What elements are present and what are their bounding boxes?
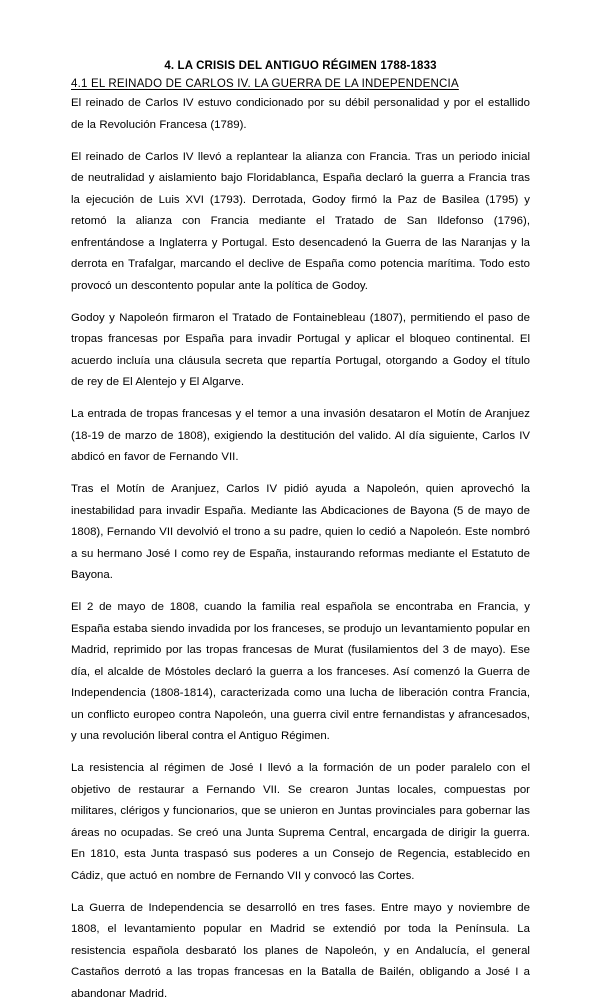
paragraph: La Guerra de Independencia se desarrolló en tres fases. Entre mayo y noviembre de 1808, el levantamiento popular en Madrid se extendió por toda la Península. La resistencia española desbarató los planes de Napoleón, y en Andalucía, el general Castaños derrotó a las tropas francesas en la Batalla de Bailén, obligando a José I a abandonar Madrid. bbox=[71, 898, 530, 1005]
document-title: 4. LA CRISIS DEL ANTIGUO RÉGIMEN 1788-1833 bbox=[71, 58, 530, 74]
paragraph: La entrada de tropas francesas y el temor a una invasión desataron el Motín de Aranjuez (18-19 de marzo de 1808), exigiendo la destitución del valido. Al día siguiente, Carlos IV abdicó en favor de Fernando VII. bbox=[71, 404, 530, 469]
document-subtitle-text: 4.1 EL REINADO DE CARLOS IV. LA GUERRA DE LA INDEPENDENCIA bbox=[71, 78, 459, 90]
paragraph: Tras el Motín de Aranjuez, Carlos IV pidió ayuda a Napoleón, quien aprovechó la inestabilidad para invadir España. Mediante las Abdicaciones de Bayona (5 de mayo de 1808), Fernando VII devolvió el trono a su padre, quien lo cedió a Napoleón. Este nombró a su hermano José I como rey de España, instaurando reformas mediante el Estatuto de Bayona. bbox=[71, 479, 530, 587]
paragraph: La resistencia al régimen de José I llevó a la formación de un poder paralelo con el objetivo de restaurar a Fernando VII. Se crearon Juntas locales, compuestas por militares, clérigos y funcionarios, que se unieron en Juntas provinciales para gobernar las áreas no ocupadas. Se creó una Junta Suprema Central, encargada de dirigir la guerra. En 1810, esta Junta traspasó sus poderes a un Consejo de Regencia, establecido en Cádiz, que actuó en nombre de Fernando VII y convocó las Cortes. bbox=[71, 758, 530, 887]
paragraph: El reinado de Carlos IV llevó a replantear la alianza con Francia. Tras un periodo inicial de neutralidad y aislamiento bajo Floridablanca, España declaró la guerra a Francia tras la ejecución de Luis XVI (1793). Derrotada, Godoy firmó la Paz de Basilea (1795) y retomó la alianza con Francia mediante el Tratado de San Ildefonso (1796), enfrentándose a Inglaterra y Portugal. Esto desencadenó la Guerra de las Naranjas y la derrota en Trafalgar, marcando el declive de España como potencia marítima. Todo esto provocó un descontento popular ante la política de Godoy. bbox=[71, 147, 530, 298]
paragraph: El reinado de Carlos IV estuvo condicionado por su débil personalidad y por el estallido de la Revolución Francesa (1789). bbox=[71, 93, 530, 136]
paragraph: El 2 de mayo de 1808, cuando la familia real española se encontraba en Francia, y España estaba siendo invadida por los franceses, se produjo un levantamiento popular en Madrid, reprimido por las tropas francesas de Murat (fusilamientos del 3 de mayo). Ese día, el alcalde de Móstoles declaró la guerra a los franceses. Así comenzó la Guerra de Independencia (1808-1814), caracterizada como una lucha de liberación contra Francia, un conflicto europeo contra Napoleón, una guerra civil entre fernandistas y afrancesados, y una revolución liberal contra el Antiguo Régimen. bbox=[71, 597, 530, 748]
paragraph: Godoy y Napoleón firmaron el Tratado de Fontainebleau (1807), permitiendo el paso de tropas francesas por España para invadir Portugal y aplicar el bloqueo continental. El acuerdo incluía una cláusula secreta que repartía Portugal, otorgando a Godoy el título de rey de El Alentejo y El Algarve. bbox=[71, 308, 530, 394]
document-subtitle bbox=[71, 76, 530, 92]
document-body bbox=[71, 58, 530, 1005]
